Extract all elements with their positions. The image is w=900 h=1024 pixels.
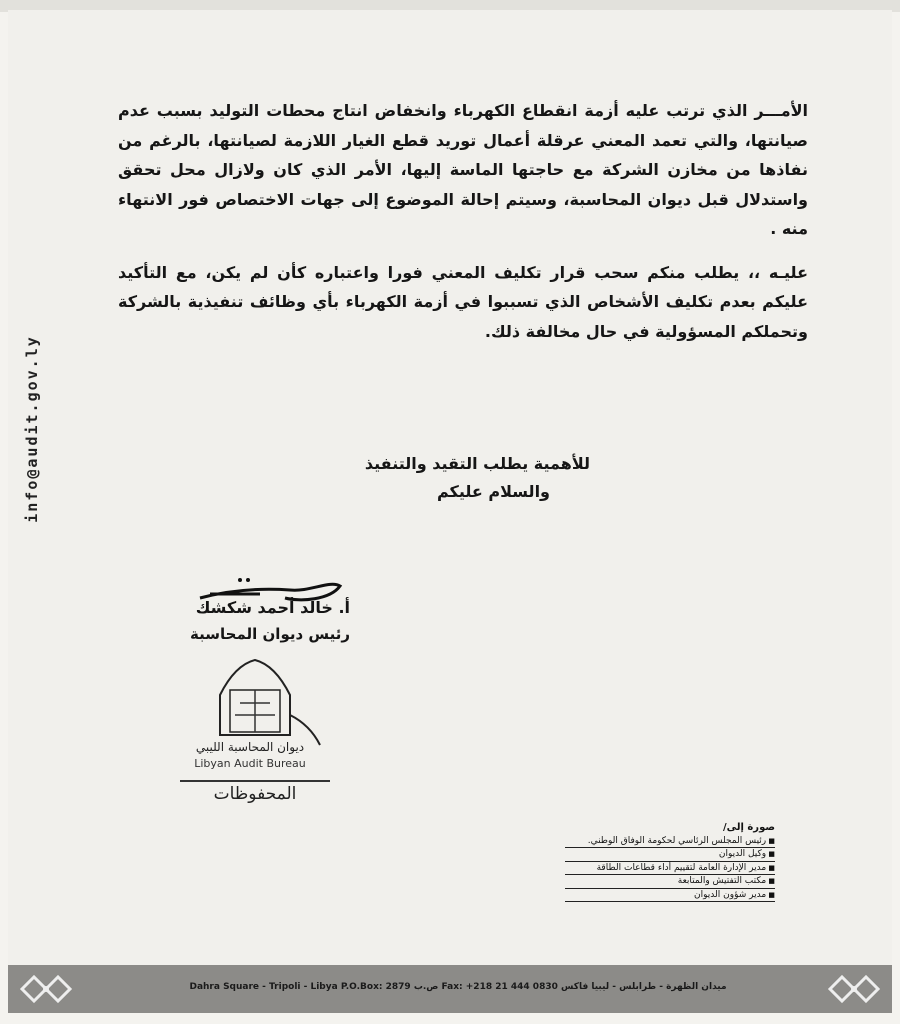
side-email-text: info@audit.gov.ly: [23, 335, 41, 523]
letter-paragraph-2: عليـه ،، يطلب منكم سحب قرار تكليف المعني فورا واعتباره كأن لم يكن، مع التأكيد عليكم بعدم تكليف الأشخاص الذي تسببوا في أزمة الكهرباء بأي وظائف تنفيذية بالشركة وتحملكم المسؤولية في حال مخالفة ذلك.: [118, 262, 808, 341]
letter-paragraph-1: الأمـــر الذي ترتب عليه أزمة انقطاع الكهرباء وانخفاض انتاج محطات التوليد بسبب عدم صيانتها، والتي تعمد المعني عرقلة أعمال توريد قطع الغيار اللازمة لصيانتها، بالرغم من نفاذها من مخازن الشركة مع حاجتها الماسة إليها، الأمر الذي كان ولازال محل تحقق واستدلال قبل ديوان المحاسبة، وسيتم إحالة الموضوع إلى جهات الاختصاص فور الانتهاء منه .: [118, 101, 808, 238]
cc-item: ■ وكيل الديوان: [565, 848, 775, 862]
side-email: [12, 320, 52, 550]
ornament-icon: [826, 969, 882, 1009]
closing-line-2: والسلام عليكم: [436, 482, 550, 501]
cc-item: ■ مكتب التفتيش والمتابعة: [565, 875, 775, 889]
closing-block: [300, 450, 590, 506]
signer-name: أ. خالد أحمد شكشك: [195, 598, 350, 617]
cc-title: صورة إلى/: [722, 822, 775, 833]
cc-item: ■ رئيس المجلس الرئاسي لحكومة الوفاق الوطني.: [565, 835, 775, 849]
footer-address: Dahra Square - Tripoli - Libya P.O.Box: 2879 ص.ب Fax: +218 21 444 0830 ميدان الظهرة - طرابلس - ليبيا فاكس: [189, 982, 727, 992]
letter-body: [118, 96, 808, 346]
closing-line-1: للأهمية يطلب التقيد والتنفيذ: [364, 454, 590, 473]
cc-item: ■ مدير الإدارة العامة لتقييم أداء قطاعات الطاقة: [565, 862, 775, 876]
seal-arabic-label: ديوان المحاسبة الليبي: [195, 740, 305, 754]
footer-band: [8, 965, 892, 1013]
carbon-copy-list: [565, 822, 775, 902]
archives-label: المحفوظات: [180, 780, 330, 804]
signer-title: رئيس ديوان المحاسبة: [190, 625, 350, 643]
ornament-icon: [18, 969, 74, 1009]
seal-english-label: Libyan Audit Bureau: [194, 757, 306, 770]
cc-item: ■ مدير شؤون الديوان: [565, 889, 775, 903]
